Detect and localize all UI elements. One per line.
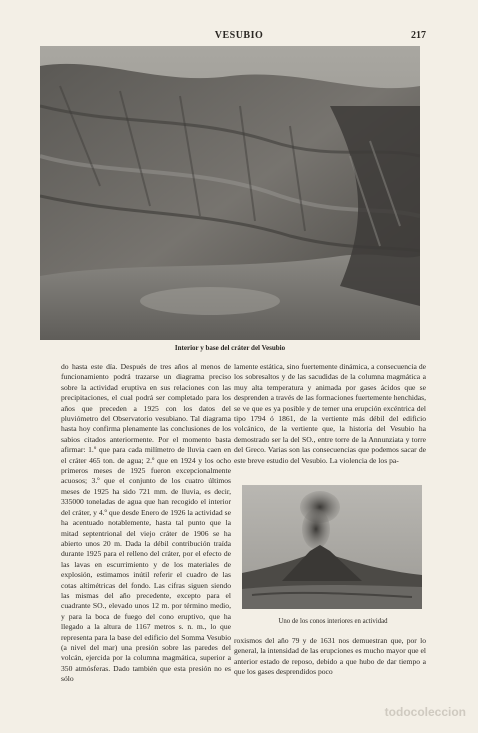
inset-figure-caption: Uno de los conos interiores en actividad [278,618,388,625]
text-column-left: do hasta este día. Después de tres años al menos de funcionamiento podrá trazarse un diagrama preciso sobre la actividad eruptiva en sus relaciones con las precipitaciones, el cual podrá ser completado para los años que preceden a 1925 con los datos del pluviómetro del Observatorio vesubiano. Tal diagrama hasta hoy confirma plenamente las conclusiones de los sabios citados anteriormente. Por el momento basta afirmar: 1.º que para cada milímetro de lluvia caen en el cráter 465 ton. de agua; 2.º que en 1924 y los ocho primeros meses de 1925 fueron excepcionalmente acuosos; 3.º que el conjunto de los cuatro últimos meses de 1925 ha sido 721 mm. de lluvia, es decir, 335000 toneladas de agua que han recogido el interior del cráter, y 4.º que desde Enero de 1926 la actividad se ha acentuado notablemente, hasta tal punto que la mitad septentrional del viejo cráter de 1906 se ha abierto unos 20 m. Dada la débil contribución traída durante 1925 para el relleno del cráter, por el efecto de las lavas en escurrimiento y de los materiales de explosión, estimamos inútil referir el cuadro de las cotas altimétricas del fondo. Las cifras siguen siendo las mismas del año precedente, excepto para el cuadrante SO., elevado unos 12 m. por término medio, y para la boca de fuego del cono eruptivo, que ha llegado a la altura de 1167 metros s. n. m., lo que representa para la base del edificio del Somma Vesubio (a nivel del mar) una presión sobre las paredes del volcán, ejercida por la columna magmática, superior a 350 atmósferas. Dado también que esta presión no es sólo [61,362,231,684]
todocoleccion-logo-icon [290,704,470,720]
active-cone-photo [242,485,422,609]
running-title: VESUBIO [214,30,264,41]
svg-text:todocoleccion: todocoleccion [384,705,466,719]
crater-interior-photo [40,46,420,340]
page-number: 217 [411,30,426,41]
watermark-logo [290,704,470,720]
top-figure-caption: Interior y base del cráter del Vesubio [174,344,286,352]
active-cone-illustration [242,485,422,609]
text-column-right-top: lamente estática, sino fuertemente dinámica, a consecuencia de los sobresaltos y de las sacudidas de la columna magmática a muy alta temperatura y animada por gases ácidos que se desprenden a través de las formaciones fuertemente henchidas, se ve que es ya posible y de temer una erupción excéntrica del tipo 1794 ó 1861, de la vertiente más débil del edificio volcánico, de la vertiente que, la historia del Vesubio ha demostrado ser la del SO., entre torre de la Annunziata y torre del Greco. Varias son las consecuencias que podemos sacar de este breve estudio del Vesubio. La violencia de los pa- [234,362,426,465]
text-column-right-bottom: roxismos del año 79 y de 1631 nos demuestran que, por lo general, la intensidad de las erupciones es mucho mayor que el anterior estado de reposo, debido a que hubo de dar tiempo a que los gases desprendidos poco [234,636,426,677]
crater-interior-illustration [40,46,420,340]
